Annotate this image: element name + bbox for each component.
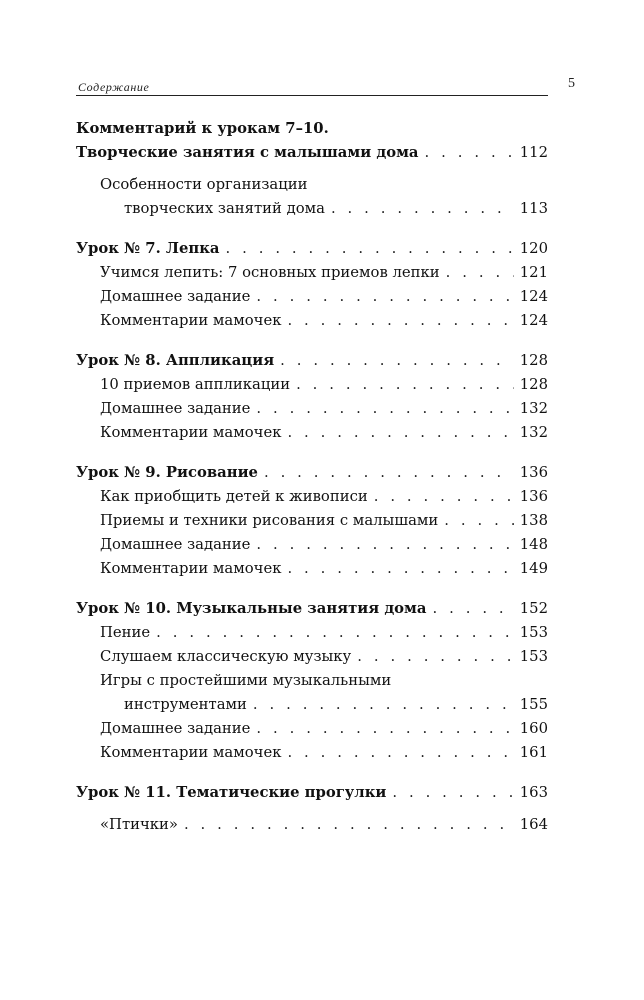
dot-leader bbox=[256, 400, 513, 417]
toc-entry-page: 161 bbox=[519, 744, 548, 761]
page-number: 5 bbox=[568, 76, 575, 91]
header-title: Содержание bbox=[78, 80, 150, 94]
toc-entry-title: Учимся лепить: 7 основных приемов лепки bbox=[100, 264, 440, 281]
toc-entry bbox=[76, 720, 548, 744]
header-rule bbox=[76, 95, 548, 96]
dot-leader bbox=[392, 784, 513, 801]
toc-entry-title: Комментарии мамочек bbox=[100, 744, 282, 761]
toc-entry bbox=[76, 144, 548, 168]
toc-entry bbox=[76, 744, 548, 768]
toc-entry-page: 113 bbox=[519, 200, 548, 217]
toc-entry-page: 128 bbox=[519, 376, 548, 393]
dot-leader bbox=[357, 648, 513, 665]
toc-entry bbox=[76, 560, 548, 584]
toc-entry-page: 132 bbox=[519, 424, 548, 441]
toc-entry-page: 148 bbox=[519, 536, 548, 553]
running-header bbox=[76, 74, 548, 96]
toc-entry-title: Комментарии мамочек bbox=[100, 560, 282, 577]
toc-entry bbox=[76, 200, 548, 224]
toc-entry-page: 138 bbox=[519, 512, 548, 529]
dot-leader bbox=[433, 600, 514, 617]
toc-entry bbox=[76, 648, 548, 672]
toc-entry bbox=[76, 512, 548, 536]
toc-entry-page: 121 bbox=[519, 264, 548, 281]
toc-entry-page: 136 bbox=[519, 488, 548, 505]
dot-leader bbox=[253, 696, 514, 713]
toc-entry bbox=[76, 536, 548, 560]
dot-leader bbox=[256, 536, 513, 553]
toc-entry-title: Домашнее задание bbox=[100, 400, 251, 417]
toc-entry-title: Комментарии мамочек bbox=[100, 312, 282, 329]
toc-entry bbox=[76, 288, 548, 312]
toc-entry-title: Урок № 8. Аппликация bbox=[76, 352, 275, 369]
toc-entry bbox=[76, 624, 548, 648]
dot-leader bbox=[331, 200, 514, 217]
toc-entry-page: 112 bbox=[519, 144, 548, 161]
dot-leader bbox=[287, 560, 513, 577]
toc-entry bbox=[76, 376, 548, 400]
toc-entry-title: 10 приемов аппликации bbox=[100, 376, 291, 393]
toc-entry-title-line1: Особенности организации bbox=[100, 176, 308, 193]
toc-entry-page: 124 bbox=[519, 312, 548, 329]
toc-entry-title-line1: Комментарий к урокам 7–10. bbox=[76, 120, 329, 137]
toc-entry bbox=[76, 488, 548, 512]
toc-entry-title: творческих занятий дома bbox=[124, 200, 325, 217]
toc-entry bbox=[76, 264, 548, 288]
toc-entry-page: 163 bbox=[519, 784, 548, 801]
toc-entry-page: 153 bbox=[519, 624, 548, 641]
toc-entry-page: 124 bbox=[519, 288, 548, 305]
toc-entry-title: Урок № 7. Лепка bbox=[76, 240, 220, 257]
toc-entry-title: Творческие занятия с малышами дома bbox=[76, 144, 419, 161]
dot-leader bbox=[264, 464, 514, 481]
toc-entry-page: 155 bbox=[519, 696, 548, 713]
toc-entry-title: Домашнее задание bbox=[100, 720, 251, 737]
toc-entry-heading-line bbox=[76, 120, 548, 144]
toc-entry-lesson bbox=[76, 784, 548, 808]
dot-leader bbox=[446, 264, 514, 281]
toc-entry-page: 160 bbox=[519, 720, 548, 737]
dot-leader bbox=[184, 816, 514, 833]
toc-entry-heading-line bbox=[76, 672, 548, 696]
dot-leader bbox=[287, 312, 513, 329]
toc-entry-page: 152 bbox=[519, 600, 548, 617]
toc-entry-title: Урок № 9. Рисование bbox=[76, 464, 258, 481]
dot-leader bbox=[287, 744, 513, 761]
dot-leader bbox=[425, 144, 514, 161]
toc-entry-page: 153 bbox=[519, 648, 548, 665]
dot-leader bbox=[156, 624, 514, 641]
dot-leader bbox=[280, 352, 514, 369]
toc-entry-page: 164 bbox=[519, 816, 548, 833]
toc-entry-page: 120 bbox=[519, 240, 548, 257]
toc-entry-title: Домашнее задание bbox=[100, 536, 251, 553]
toc-entry-title: Как приобщить детей к живописи bbox=[100, 488, 368, 505]
dot-leader bbox=[256, 288, 513, 305]
toc-entry bbox=[76, 696, 548, 720]
toc-entry-lesson bbox=[76, 240, 548, 264]
toc-entry-page: 128 bbox=[519, 352, 548, 369]
dot-leader bbox=[444, 512, 513, 529]
toc-entry-title: Урок № 11. Тематические прогулки bbox=[76, 784, 387, 801]
dot-leader bbox=[256, 720, 513, 737]
toc-entry-heading-line bbox=[76, 176, 548, 200]
dot-leader bbox=[296, 376, 514, 393]
toc-entry-lesson bbox=[76, 352, 548, 376]
toc-entry-lesson bbox=[76, 600, 548, 624]
toc-entry-title: «Птички» bbox=[100, 816, 178, 833]
toc-entry-page: 136 bbox=[519, 464, 548, 481]
toc-entry bbox=[76, 424, 548, 448]
toc-entry-title-line1: Игры с простейшими музыкальными bbox=[100, 672, 392, 689]
toc-entry-title: Приемы и техники рисования с малышами bbox=[100, 512, 439, 529]
dot-leader bbox=[287, 424, 513, 441]
table-of-contents bbox=[76, 120, 548, 840]
toc-entry bbox=[76, 816, 548, 840]
toc-entry-title: Пение bbox=[100, 624, 151, 641]
toc-entry-title: Урок № 10. Музыкальные занятия дома bbox=[76, 600, 427, 617]
toc-entry-page: 149 bbox=[519, 560, 548, 577]
dot-leader bbox=[226, 240, 514, 257]
dot-leader bbox=[374, 488, 514, 505]
toc-entry-title: инструментами bbox=[124, 696, 247, 713]
toc-entry-title: Домашнее задание bbox=[100, 288, 251, 305]
toc-entry bbox=[76, 312, 548, 336]
toc-entry bbox=[76, 400, 548, 424]
toc-entry-lesson bbox=[76, 464, 548, 488]
toc-entry-title: Слушаем классическую музыку bbox=[100, 648, 352, 665]
toc-entry-title: Комментарии мамочек bbox=[100, 424, 282, 441]
toc-entry-page: 132 bbox=[519, 400, 548, 417]
